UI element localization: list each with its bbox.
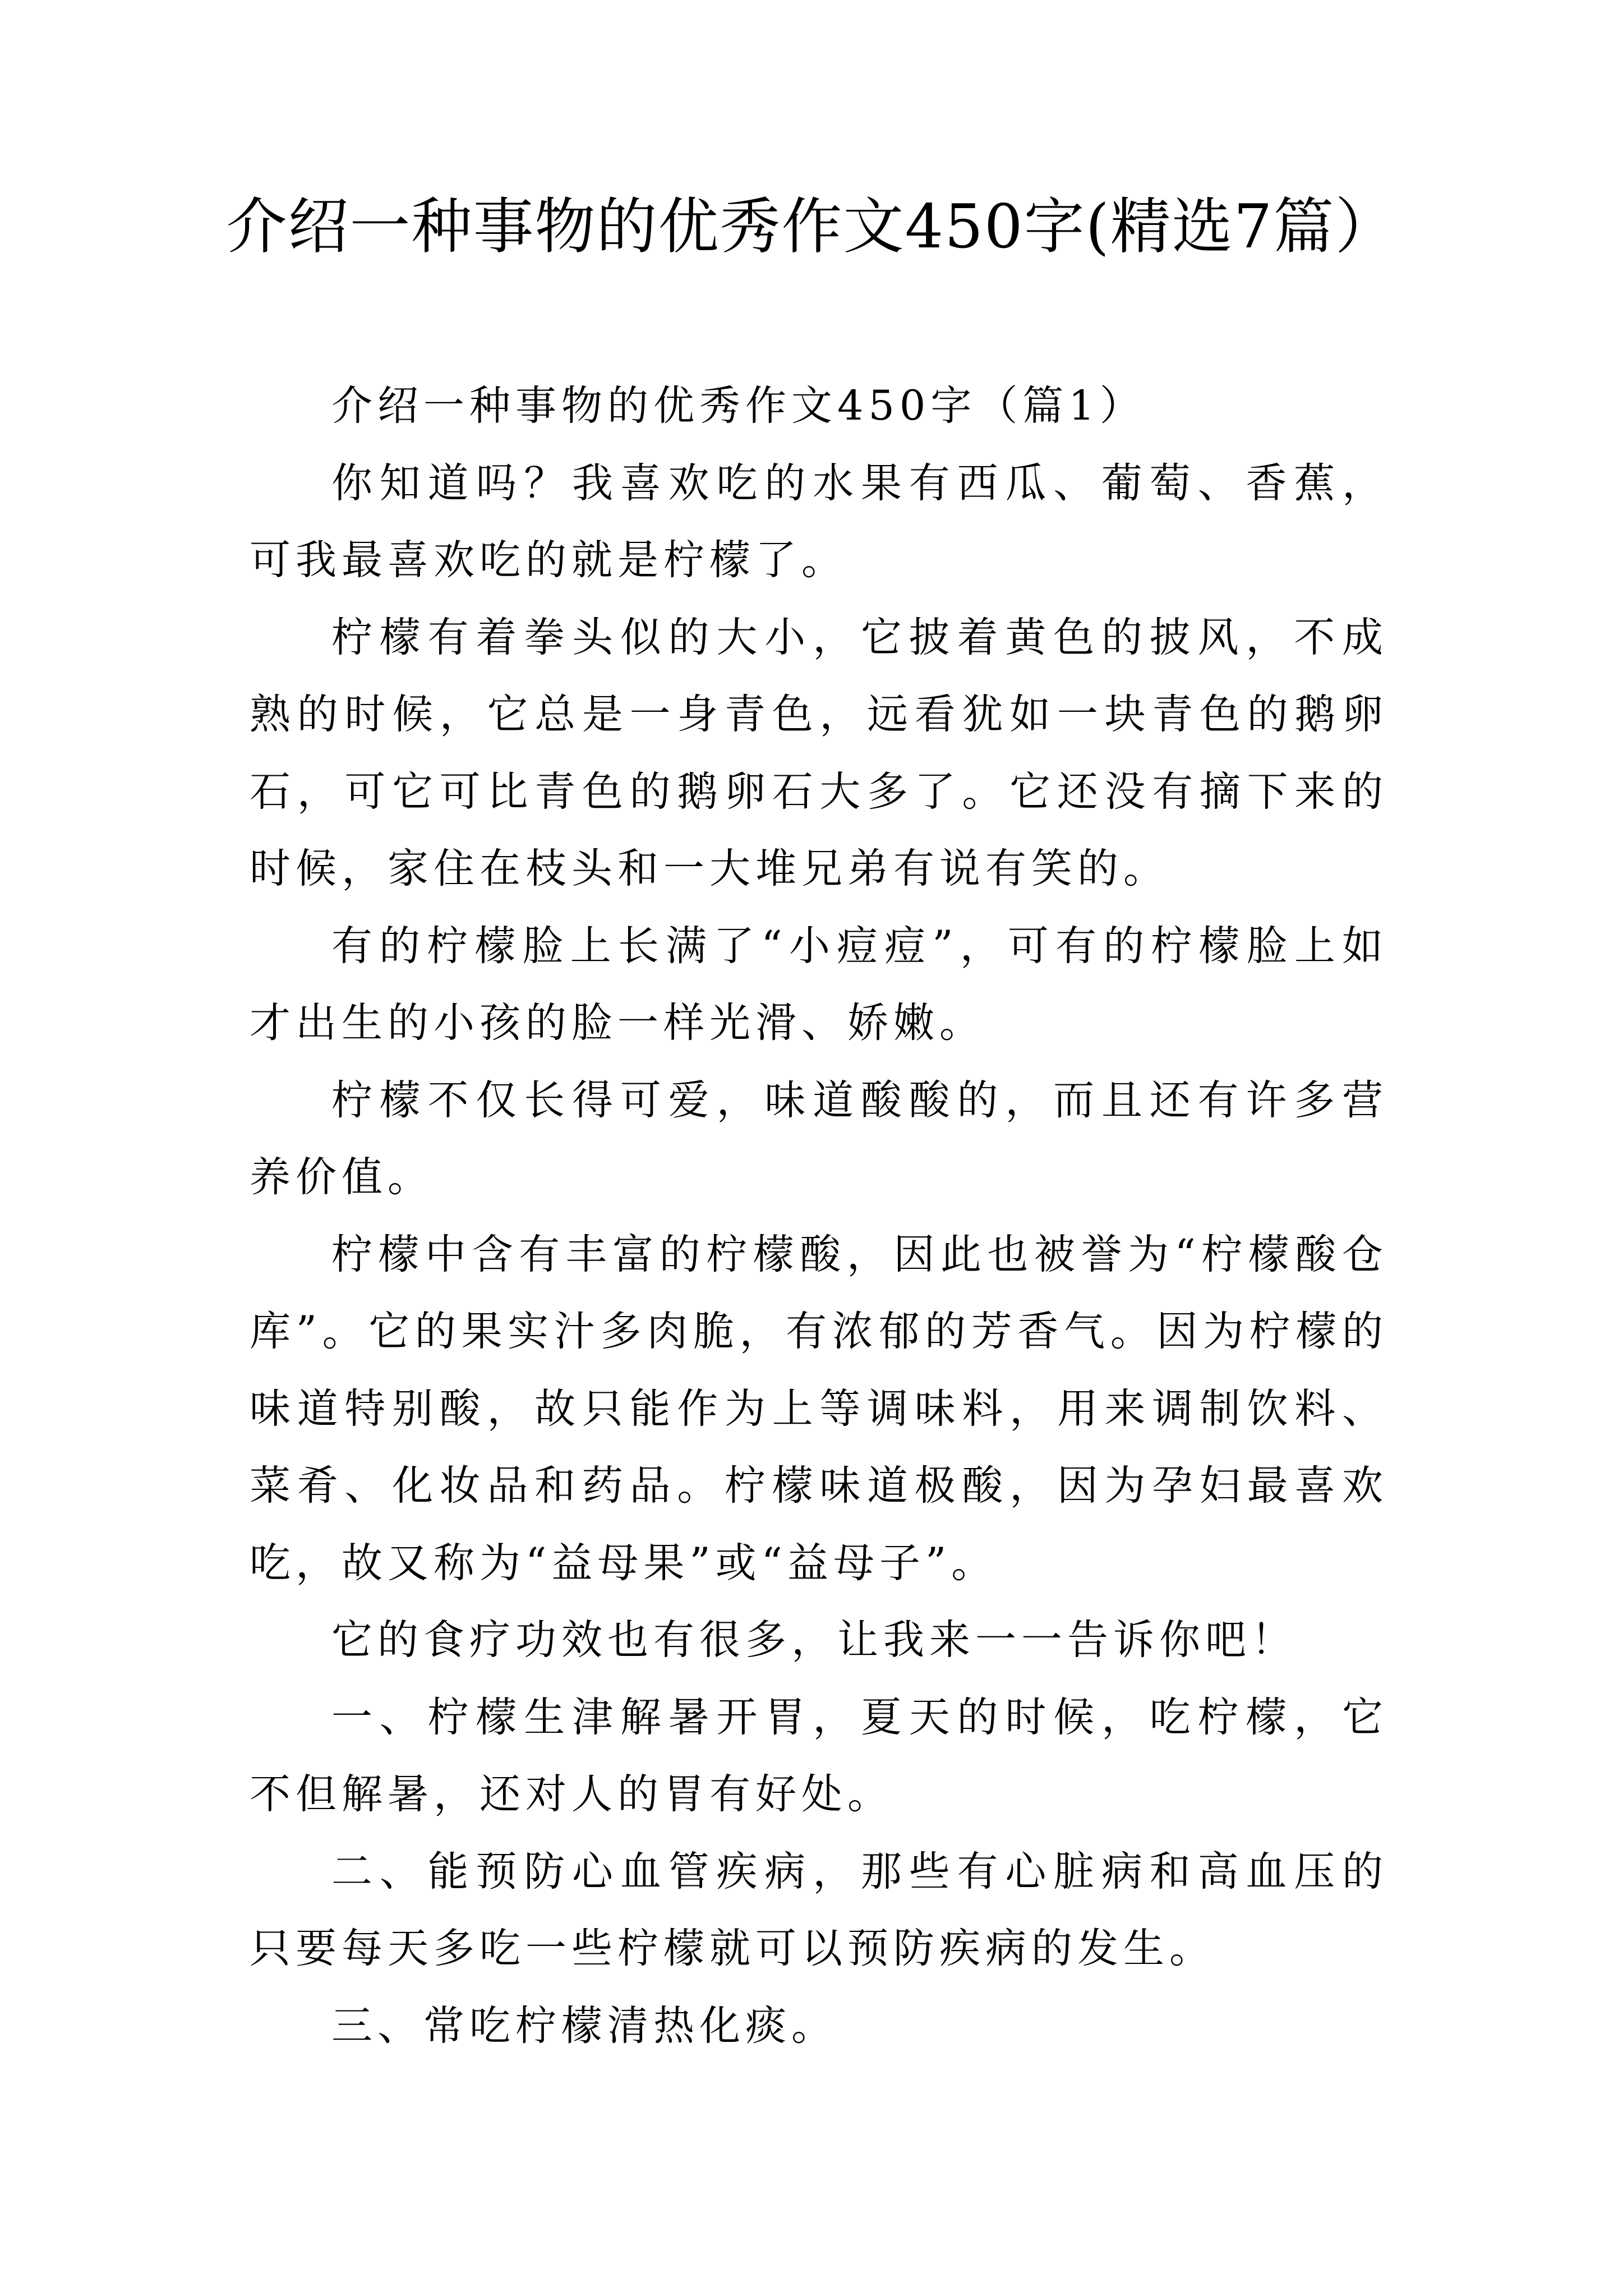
section-heading: 介绍一种事物的优秀作文450字（篇1） [331,382,1146,430]
paragraph: 柠檬有着拳头似的大小，它披着黄色的披风，不成熟的时候，它总是一身青色，远看犹如一块青色的鹅卵石，可它可比青色的鹅卵石大多了。它还没有摘下来的时候，家住在枝头和一大堆兄弟有说有笑的。 [250,613,1388,892]
paragraph: 有的柠檬脸上长满了“小痘痘”，可有的柠檬脸上如才出生的小孩的脸一样光滑、娇嫩。 [250,922,1388,1047]
paragraph: 你知道吗？我喜欢吃的水果有西瓜、葡萄、香蕉，可我最喜欢吃的就是柠檬了。 [250,459,1388,584]
document-body [250,367,1388,2064]
paragraph: 柠檬不仅长得可爱，味道酸酸的，而且还有许多营养价值。 [250,1076,1388,1201]
document-title: 介绍一种事物的优秀作文450字(精选7篇） [226,192,1397,262]
paragraph: 柠檬中含有丰富的柠檬酸，因此也被誉为“柠檬酸仓库”。它的果实汁多肉脆，有浓郁的芳香气。因为柠檬的味道特别酸，故只能作为上等调味料，用来调制饮料、菜肴、化妆品和药品。柠檬味道极酸，因为孕妇最喜欢吃，故又称为“益母果”或“益母子”。 [250,1230,1388,1587]
paragraph: 一、柠檬生津解暑开胃，夏天的时候，吃柠檬，它不但解暑，还对人的胃有好处。 [250,1693,1388,1818]
paragraph: 二、能预防心血管疾病，那些有心脏病和高血压的只要每天多吃一些柠檬就可以预防疾病的发生。 [250,1847,1388,1972]
paragraph: 它的食疗功效也有很多，让我来一一告诉你吧！ [331,1616,1297,1664]
paragraph: 三、常吃柠檬清热化痰。 [331,2001,837,2050]
